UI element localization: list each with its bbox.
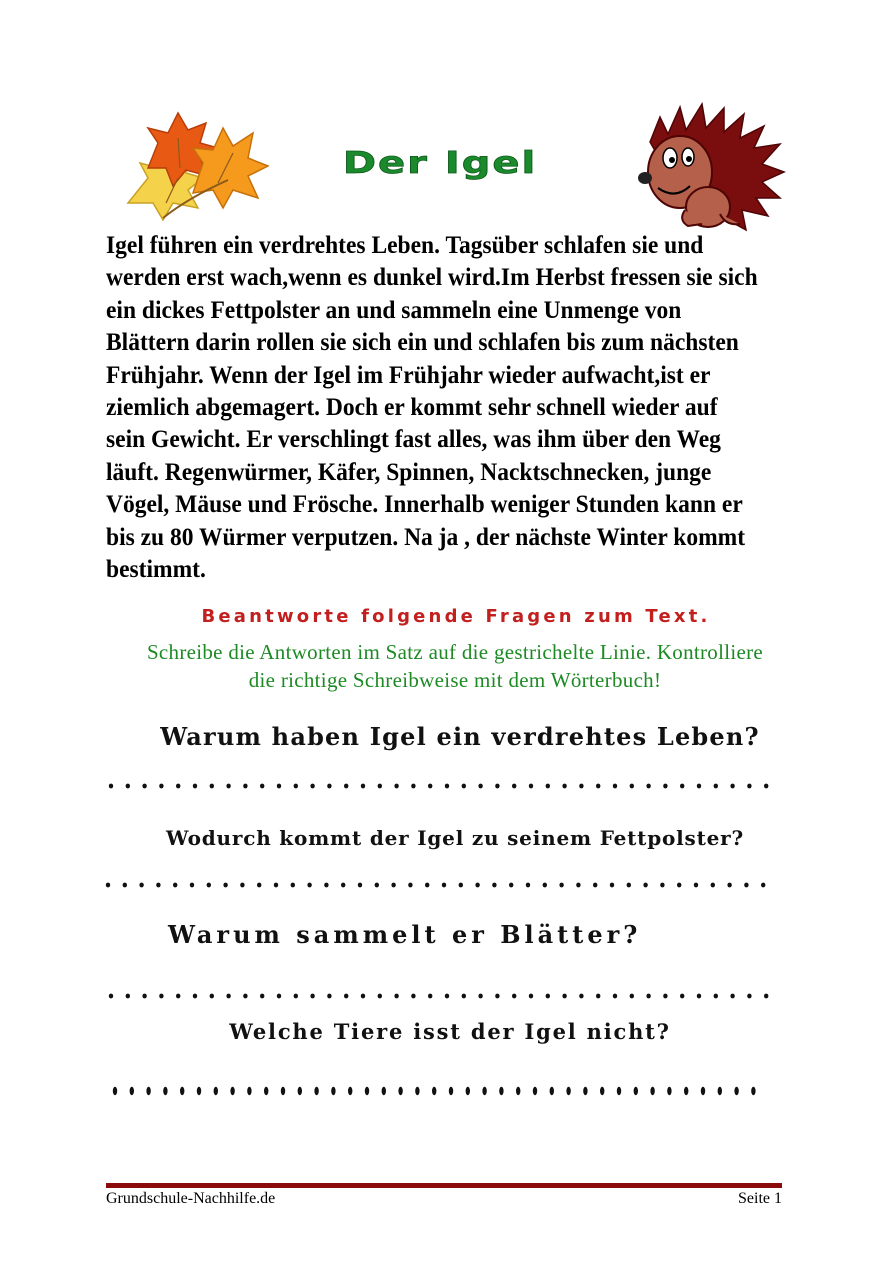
answer-dot: [294, 784, 298, 789]
answer-dot: [240, 883, 244, 888]
answer-dot: [176, 994, 180, 999]
answer-dot: [495, 784, 499, 789]
answer-dot: [126, 994, 130, 999]
answer-dot: [442, 883, 446, 888]
question-2: Wodurch kommt der Igel zu seinem Fettpolster?: [165, 826, 744, 850]
body-line: sein Gewicht. Er verschlingt fast alles, was ihm über den Weg: [106, 426, 721, 454]
instruction-line: Schreibe die Antworten im Satz auf die gestrichelte Linie. Kontrolliere: [146, 640, 764, 664]
answer-dot: [344, 994, 348, 999]
answer-dot: [428, 994, 432, 999]
answer-dot: [499, 1087, 503, 1095]
answer-dot: [579, 994, 583, 999]
answer-dot: [324, 883, 328, 888]
body-line: bestimmt.: [106, 556, 206, 584]
answer-dot: [344, 784, 348, 789]
answer-dot: [751, 1087, 755, 1095]
answer-dot: [562, 994, 566, 999]
answer-dot: [512, 784, 516, 789]
answer-dot: [327, 994, 331, 999]
answer-dot: [697, 784, 701, 789]
task-instructions: [105, 638, 805, 694]
answer-dot: [701, 1087, 705, 1095]
answer-dot: [260, 994, 264, 999]
answer-dot: [243, 784, 247, 789]
answer-dot: [744, 883, 748, 888]
answer-dot: [193, 784, 197, 789]
answer-dot: [482, 1087, 486, 1095]
answer-dot: [180, 1087, 184, 1095]
answer-dot: [207, 883, 211, 888]
answer-dot: [408, 883, 412, 888]
answer-dot: [543, 883, 547, 888]
answer-dot: [646, 784, 650, 789]
answer-dot: [680, 994, 684, 999]
answer-dot: [764, 994, 768, 999]
answer-dot: [613, 784, 617, 789]
answer-line-1[interactable]: [108, 782, 778, 790]
answer-dot: [274, 883, 278, 888]
answer-dot: [761, 883, 765, 888]
answer-dot: [445, 784, 449, 789]
answer-dot: [130, 1087, 134, 1095]
answer-dot: [714, 994, 718, 999]
answer-dot: [627, 883, 631, 888]
answer-dot: [159, 994, 163, 999]
answer-dot: [643, 883, 647, 888]
answer-dot: [466, 1087, 470, 1095]
answer-dot: [243, 994, 247, 999]
answer-dot: [462, 784, 466, 789]
answer-dot: [475, 883, 479, 888]
question-3: Warum sammelt er Blätter?: [168, 920, 642, 949]
answer-dot: [432, 1087, 436, 1095]
body-line: Vögel, Mäuse und Frösche. Innerhalb weniger Stunden kann er: [106, 491, 743, 519]
instruction-line: die richtige Schreibweise mit dem Wörterbuch!: [248, 668, 662, 692]
answer-dot: [163, 1087, 167, 1095]
question-1: Warum haben Igel ein verdrehtes Leben?: [160, 722, 760, 751]
answer-dot: [730, 784, 734, 789]
answer-dot: [156, 883, 160, 888]
page-title: Der Igel: [342, 145, 538, 181]
answer-dot: [650, 1087, 654, 1095]
answer-dot: [123, 883, 127, 888]
answer-dot: [428, 784, 432, 789]
answer-dot: [391, 883, 395, 888]
answer-line-3[interactable]: [108, 992, 778, 1000]
answer-dot: [348, 1087, 352, 1095]
answer-dot: [694, 883, 698, 888]
answer-dot: [126, 784, 130, 789]
answer-dot: [613, 994, 617, 999]
answer-dot: [106, 883, 110, 888]
answer-dot: [711, 883, 715, 888]
answer-dot: [478, 784, 482, 789]
answer-dot: [576, 883, 580, 888]
answer-dot: [684, 1087, 688, 1095]
answer-dot: [257, 883, 261, 888]
answer-dot: [550, 1087, 554, 1095]
answer-dot: [727, 883, 731, 888]
body-line: bis zu 80 Würmer verputzen. Na ja , der nächste Winter kommt: [106, 523, 746, 551]
body-line: Frühjahr. Wenn der Igel im Frühjahr wieder aufwacht,ist er: [106, 361, 711, 389]
body-line: werden erst wach,wenn es dunkel wird.Im Herbst fressen sie sich: [106, 264, 758, 292]
answer-dot: [298, 1087, 302, 1095]
answer-dot: [559, 883, 563, 888]
answer-dot: [730, 994, 734, 999]
answer-dot: [529, 784, 533, 789]
answer-dot: [365, 1087, 369, 1095]
answer-dot: [512, 994, 516, 999]
answer-dot: [159, 784, 163, 789]
task-heading: Beantworte folgende Fragen zum Text.: [201, 606, 711, 627]
answer-dot: [425, 883, 429, 888]
answer-dot: [291, 883, 295, 888]
answer-dot: [462, 994, 466, 999]
answer-dot: [264, 1087, 268, 1095]
answer-dot: [230, 1087, 234, 1095]
answer-dot: [375, 883, 379, 888]
answer-dot: [361, 784, 365, 789]
answer-dot: [667, 1087, 671, 1095]
answer-dot: [294, 994, 298, 999]
answer-dot: [173, 883, 177, 888]
answer-dot: [146, 1087, 150, 1095]
body-line: läuft. Regenwürmer, Käfer, Spinnen, Nacktschnecken, junge: [106, 458, 712, 486]
answer-dot: [546, 784, 550, 789]
answer-dot: [411, 994, 415, 999]
answer-dot: [697, 994, 701, 999]
answer-dot: [176, 784, 180, 789]
answer-dot: [277, 784, 281, 789]
answer-dot: [562, 784, 566, 789]
answer-dot: [378, 784, 382, 789]
answer-dot: [529, 994, 533, 999]
answer-dot: [663, 994, 667, 999]
answer-dot: [495, 994, 499, 999]
answer-dot: [142, 784, 146, 789]
answer-dot: [142, 994, 146, 999]
answer-dot: [516, 1087, 520, 1095]
answer-dot: [226, 994, 230, 999]
answer-dot: [610, 883, 614, 888]
answer-dot: [680, 784, 684, 789]
answer-dot: [247, 1087, 251, 1095]
answer-dot: [310, 784, 314, 789]
answer-dot: [226, 784, 230, 789]
answer-dot: [361, 994, 365, 999]
footer-page-number: Seite 1: [738, 1190, 782, 1207]
question-4: Welche Tiere isst der Igel nicht?: [229, 1019, 671, 1044]
answer-dot: [718, 1087, 722, 1095]
answer-dot: [214, 1087, 218, 1095]
answer-dot: [533, 1087, 537, 1095]
answer-dot: [546, 994, 550, 999]
answer-dot: [139, 883, 143, 888]
body-line: Blättern darin rollen sie sich ein und schlafen bis zum nächsten: [106, 329, 739, 357]
answer-dot: [210, 784, 214, 789]
answer-dot: [358, 883, 362, 888]
answer-dot: [663, 784, 667, 789]
answer-dot: [327, 784, 331, 789]
answer-dot: [747, 994, 751, 999]
answer-dot: [415, 1087, 419, 1095]
body-line: ziemlich abgemagert. Doch er kommt sehr schnell wieder auf: [106, 394, 718, 422]
answer-dot: [314, 1087, 318, 1095]
answer-dot: [646, 994, 650, 999]
autumn-leaves-icon: [118, 108, 273, 228]
answer-dot: [526, 883, 530, 888]
body-text: [106, 230, 764, 586]
answer-dot: [113, 1087, 117, 1095]
answer-dot: [109, 994, 113, 999]
answer-dot: [382, 1087, 386, 1095]
answer-dot: [593, 883, 597, 888]
answer-dot: [583, 1087, 587, 1095]
answer-dot: [394, 784, 398, 789]
answer-dot: [223, 883, 227, 888]
answer-dot: [341, 883, 345, 888]
footer-site: Grundschule-Nachhilfe.de: [106, 1190, 276, 1207]
answer-dot: [411, 784, 415, 789]
answer-dot: [747, 784, 751, 789]
answer-dot: [478, 994, 482, 999]
hedgehog-icon: [630, 102, 786, 234]
answer-dot: [210, 994, 214, 999]
answer-dot: [617, 1087, 621, 1095]
answer-dot: [596, 994, 600, 999]
answer-dot: [677, 883, 681, 888]
answer-dot: [579, 784, 583, 789]
answer-dot: [394, 994, 398, 999]
answer-dot: [331, 1087, 335, 1095]
answer-line-2[interactable]: [105, 881, 775, 889]
footer-rule: [106, 1183, 782, 1188]
answer-dot: [459, 883, 463, 888]
answer-dot: [660, 883, 664, 888]
answer-dot: [566, 1087, 570, 1095]
answer-dot: [630, 784, 634, 789]
answer-dot: [449, 1087, 453, 1095]
body-line: Igel führen ein verdrehtes Leben. Tagsüber schlafen sie und: [106, 232, 704, 259]
answer-dot: [445, 994, 449, 999]
answer-dot: [260, 784, 264, 789]
answer-dot: [714, 784, 718, 789]
answer-dot: [734, 1087, 738, 1095]
answer-dot: [398, 1087, 402, 1095]
answer-dot: [492, 883, 496, 888]
answer-dot: [197, 1087, 201, 1095]
answer-dot: [509, 883, 513, 888]
answer-dot: [190, 883, 194, 888]
answer-dot: [378, 994, 382, 999]
answer-dot: [630, 994, 634, 999]
answer-dot: [310, 994, 314, 999]
answer-dot: [109, 784, 113, 789]
body-line: ein dickes Fettpolster an und sammeln eine Unmenge von: [106, 296, 682, 324]
answer-dot: [281, 1087, 285, 1095]
answer-dot: [764, 784, 768, 789]
answer-dot: [596, 784, 600, 789]
answer-dot: [193, 994, 197, 999]
answer-dot: [277, 994, 281, 999]
answer-dot: [634, 1087, 638, 1095]
answer-dot: [600, 1087, 604, 1095]
answer-line-4[interactable]: [112, 1086, 762, 1094]
answer-dot: [307, 883, 311, 888]
